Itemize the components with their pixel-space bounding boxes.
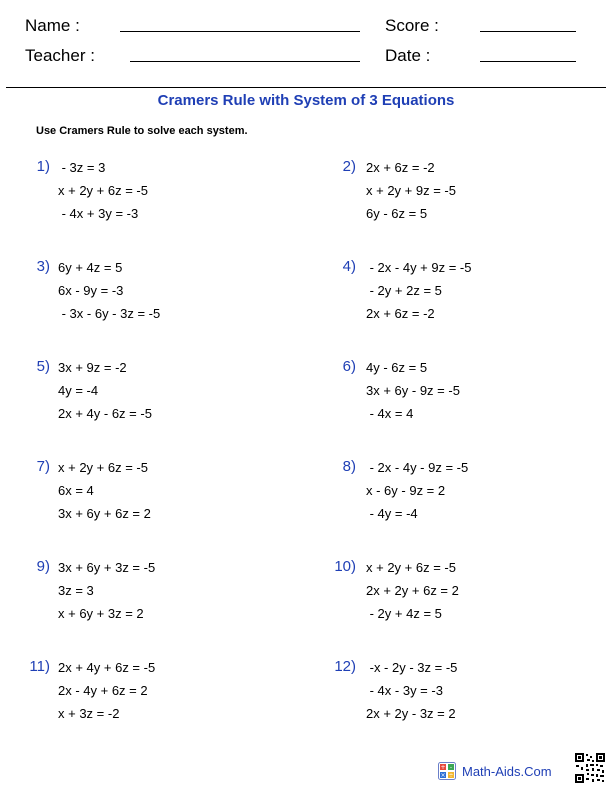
problem-number: 1) xyxy=(36,158,50,175)
svg-text:-: - xyxy=(449,764,453,771)
name-line xyxy=(120,31,360,32)
header-divider xyxy=(6,87,606,88)
score-label: Score : xyxy=(385,16,439,35)
equation: -x - 2y - 3z = -5 xyxy=(366,660,458,675)
equation: 3x + 6y + 3z = -5 xyxy=(58,560,156,575)
equation: 4y = -4 xyxy=(58,383,99,398)
qr-code-icon xyxy=(574,752,606,784)
problem-4 xyxy=(330,258,590,338)
problem-11 xyxy=(26,658,286,738)
equation: 6y + 4z = 5 xyxy=(58,260,123,275)
equation: 3z = 3 xyxy=(58,583,94,598)
score-line xyxy=(480,31,576,32)
problem-number: 10) xyxy=(334,558,356,575)
equation: 4y - 6z = 5 xyxy=(366,360,428,375)
equation: 6x = 4 xyxy=(58,483,94,498)
problem-number: 11) xyxy=(29,658,50,675)
name-label: Name : xyxy=(25,16,80,35)
problem-number: 8) xyxy=(342,458,356,475)
problem-7 xyxy=(26,458,286,538)
svg-text:÷: ÷ xyxy=(448,772,454,779)
equation: 2x + 6z = -2 xyxy=(366,160,435,175)
equation: 2x + 2y - 3z = 2 xyxy=(366,706,456,721)
equation: x + 2y + 6z = -5 xyxy=(366,560,456,575)
equation: 2x + 4y - 6z = -5 xyxy=(58,406,152,421)
equation: - 4y = -4 xyxy=(366,506,418,521)
page-title: Cramers Rule with System of 3 Equations xyxy=(157,92,455,109)
equation: 3x + 9z = -2 xyxy=(58,360,127,375)
problem-5 xyxy=(26,358,286,438)
site-link[interactable]: Math-Aids.Com xyxy=(462,764,552,779)
equation: - 3x - 6y - 3z = -5 xyxy=(58,306,161,321)
equation: 2x - 4y + 6z = 2 xyxy=(58,683,148,698)
equation: x + 2y + 6z = -5 xyxy=(58,460,148,475)
calculator-logo-icon xyxy=(438,762,456,780)
problem-2 xyxy=(330,158,590,238)
problem-8 xyxy=(330,458,590,538)
equation: - 4x - 3y = -3 xyxy=(366,683,443,698)
equation: - 2y + 2z = 5 xyxy=(366,283,442,298)
problem-number: 4) xyxy=(342,258,356,275)
problem-9 xyxy=(26,558,286,638)
equation: x + 2y + 6z = -5 xyxy=(58,183,148,198)
instructions: Use Cramers Rule to solve each system. xyxy=(36,125,248,137)
problem-number: 5) xyxy=(36,358,50,375)
equation: - 4x = 4 xyxy=(366,406,414,421)
equation: 2x + 4y + 6z = -5 xyxy=(58,660,156,675)
problem-number: 9) xyxy=(36,558,50,575)
date-line xyxy=(480,61,576,62)
date-label: Date : xyxy=(385,46,431,65)
problem-3 xyxy=(26,258,286,338)
equation: x + 3z = -2 xyxy=(58,706,120,721)
teacher-label: Teacher : xyxy=(25,46,95,65)
equation: 6x - 9y = -3 xyxy=(58,283,124,298)
equation: 2x + 2y + 6z = 2 xyxy=(366,583,459,598)
equation: - 3z = 3 xyxy=(58,160,106,175)
equation: 3x + 6y - 9z = -5 xyxy=(366,383,460,398)
problem-12 xyxy=(330,658,590,738)
problem-number: 12) xyxy=(334,658,356,675)
problem-6 xyxy=(330,358,590,438)
problem-10 xyxy=(330,558,590,638)
equation: x + 2y + 9z = -5 xyxy=(366,183,456,198)
equation: 3x + 6y + 6z = 2 xyxy=(58,506,151,521)
equation: x + 6y + 3z = 2 xyxy=(58,606,144,621)
problem-number: 3) xyxy=(36,258,50,275)
equation: x - 6y - 9z = 2 xyxy=(366,483,446,498)
equation: 2x + 6z = -2 xyxy=(366,306,435,321)
problem-number: 2) xyxy=(342,158,356,175)
equation: - 2x - 4y - 9z = -5 xyxy=(366,460,469,475)
problem-1 xyxy=(26,158,286,238)
equation: - 2y + 4z = 5 xyxy=(366,606,442,621)
equation: - 4x + 3y = -3 xyxy=(58,206,139,221)
problem-number: 6) xyxy=(342,358,356,375)
svg-text:+: + xyxy=(440,764,446,771)
equation: 6y - 6z = 5 xyxy=(366,206,428,221)
svg-text:×: × xyxy=(440,772,446,779)
teacher-line xyxy=(130,61,360,62)
equation: - 2x - 4y + 9z = -5 xyxy=(366,260,472,275)
problem-number: 7) xyxy=(36,458,50,475)
